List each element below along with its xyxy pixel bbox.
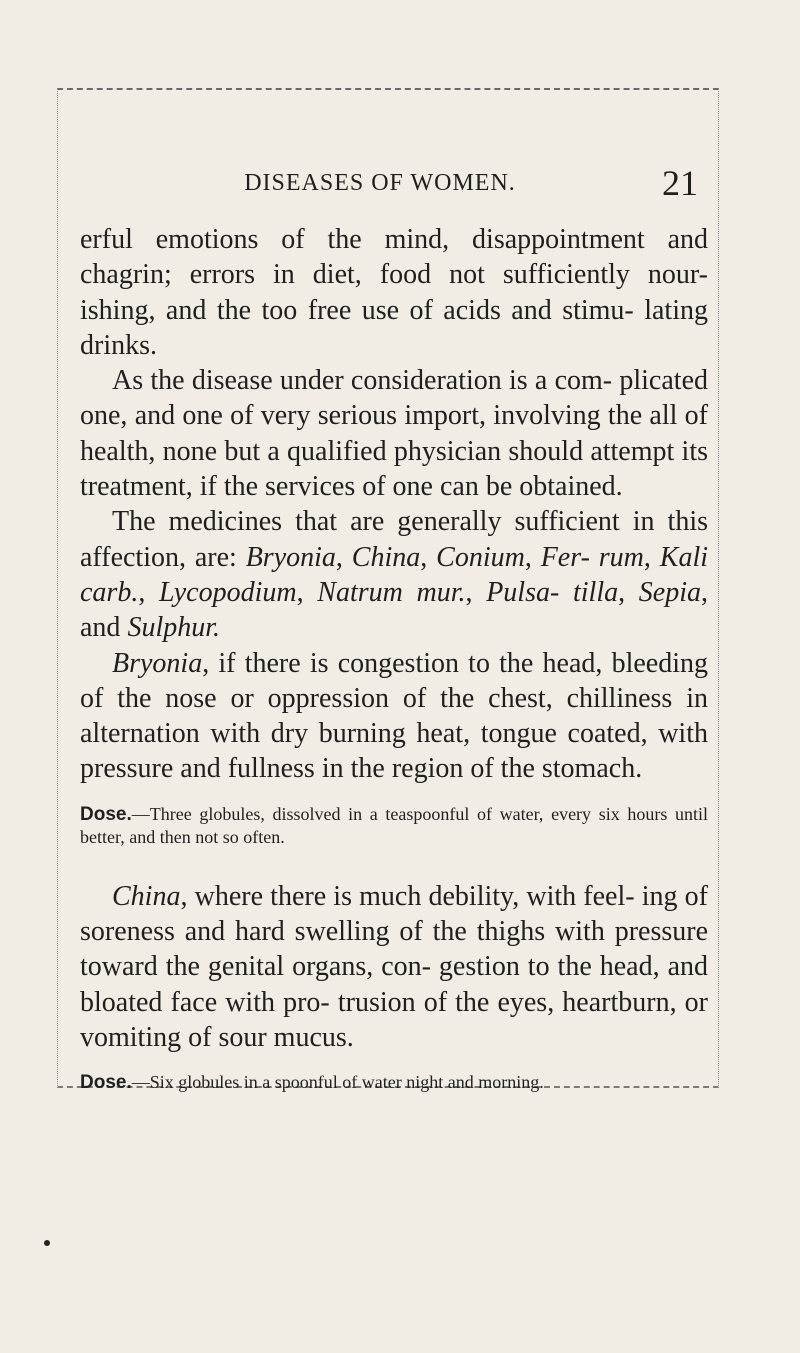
- dose-text: —Six globules in a spoonful of water night and morning.: [131, 1072, 544, 1093]
- remedy-name: Sulphur.: [127, 612, 221, 644]
- remedy-name: Sepia: [638, 576, 701, 608]
- dose-instruction: [80, 803, 708, 849]
- bryonia-indications: , if there is congestion to the head, bleeding of the nose or oppression of the chest, chilliness in alternation with dry burning heat, tongue coated, with pressure and fullness in the region of the stomach.: [80, 647, 708, 785]
- remedy-name: China: [112, 880, 181, 912]
- paragraph-causes: erful emotions of the mind, disappointment and chagrin; errors in diet, food not sufficiently nour- ishing, and the too free use of acids and stimu- lating drinks.: [80, 224, 708, 361]
- dose-instruction: [80, 1071, 708, 1094]
- remedy-name: Bryonia: [245, 541, 336, 573]
- remedy-name: China: [351, 541, 421, 573]
- running-title: DISEASES OF WOMEN.: [244, 170, 516, 196]
- dose-label: Dose.: [80, 803, 132, 825]
- china-indications: , where there is much debility, with feel- ing of soreness and hard swelling of the thighs with pressure toward the genital organs, con- gestion to the head, and bloated face with pro- trusion of the eyes, heartburn, or vomiting of sour mucus.: [80, 880, 708, 1053]
- dose-text: —Three globules, dissolved in a teaspoonful of water, every six hours until better, and then not so often.: [80, 803, 708, 847]
- remedy-name: Fer- rum: [540, 541, 644, 573]
- remedy-name: Bryonia: [112, 647, 203, 679]
- remedy-name: Pulsa- tilla: [486, 576, 619, 608]
- remedy-name: Conium: [436, 541, 525, 573]
- paragraph-bryonia: [80, 646, 708, 787]
- page-header: [72, 163, 712, 228]
- remedy-name: Lycopodium: [159, 576, 297, 608]
- paragraph-medicines-list: The medicines that are generally sufficient in this affection, are: Bryonia, China, Conium, Fer- rum, Kali carb., Lycopodium, Natrum mur., Pulsa- tilla, Sepia, and Sulphur.: [80, 506, 708, 644]
- paragraph-treatment-advice: As the disease under consideration is a com- plicated one, and one of very serious import, involving the all of health, none but a qualified physician should attempt its treatment, if the services of one can be obtained.: [80, 365, 708, 503]
- remedy-name: Kali carb.: [80, 541, 708, 608]
- remedy-name: Natrum mur.: [317, 576, 466, 608]
- page-number: 21: [662, 163, 698, 203]
- ink-speck: [44, 1240, 50, 1246]
- paragraph-china: [80, 879, 708, 1055]
- medicines-intro: The medicines that are generally sufficient in this affection, are:: [80, 506, 708, 573]
- dose-label: Dose.: [80, 1072, 132, 1094]
- page-body: [80, 222, 708, 1124]
